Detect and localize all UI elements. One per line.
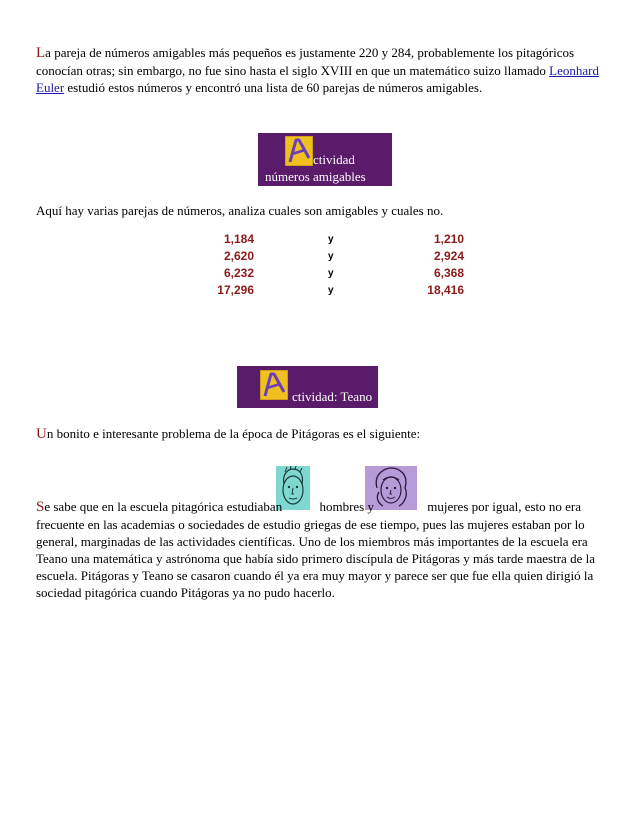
pair-sep: y — [328, 268, 334, 279]
teano-paragraph — [36, 498, 602, 601]
banner1-line2: números amigables — [265, 169, 366, 184]
activity-banner-teano[interactable] — [237, 366, 378, 408]
pair-b: 18,416 — [427, 283, 464, 297]
para2-text: n bonito e interesante problema de la época de Pitágoras es el siguiente: — [46, 426, 421, 441]
pair-a: 17,296 — [217, 283, 254, 297]
teano-intro-paragraph — [36, 425, 602, 443]
number-pairs-table — [0, 232, 638, 304]
banner2-line1: ctividad: Teano — [292, 389, 373, 404]
pair-sep: y — [328, 251, 334, 262]
drop-cap-u: U — [36, 426, 47, 442]
pair-sep: y — [328, 285, 334, 296]
para1-text-after: estudió estos números y encontró una lista de 60 parejas de números amigables. — [64, 80, 483, 95]
pair-sep: y — [328, 234, 334, 245]
para3-text-a: e sabe que en la escuela pitagórica estudiaban — [44, 499, 286, 514]
activity-banner-amigables[interactable] — [258, 133, 392, 186]
para3-text-c: mujeres por igual, esto no era frecuente en las academias o sociedades de estudio griegas de ese tiempo, pues las mujeres estaban por lo general, marginadas de las actividades científicas. Uno de los miembros más importantes de la escuela era Teano una matemática y astrónoma que había sido primero discípula de Pitágoras y más tarde maestra de la escuela. Pitágoras y Teano se casaron cuando él ya era muy mayor y parece ser que fue ella quien dirigió la sociedad pitagórica cuando Pitágoras ya no pudo hacerlo. — [36, 499, 595, 600]
euler-link[interactable]: Leonhard Euler — [36, 63, 599, 95]
pair-a: 6,232 — [223, 266, 254, 280]
pair-a: 2,620 — [223, 249, 254, 263]
pair-b: 6,368 — [433, 266, 464, 280]
para3-text-b: hombres y — [319, 499, 378, 514]
intro-text: Aquí hay varias parejas de números, analiza cuales son amigables y cuales no. — [36, 203, 444, 218]
banner1-line1: ctividad — [313, 152, 355, 167]
drop-cap-s: S — [36, 499, 45, 515]
activity-a-icon — [285, 136, 313, 166]
pair-b: 1,210 — [433, 232, 464, 246]
euler-paragraph — [36, 44, 602, 96]
pair-a: 1,184 — [223, 232, 254, 246]
drop-cap-l: L — [36, 45, 46, 61]
pair-b: 2,924 — [433, 249, 464, 263]
activity-a-icon — [260, 370, 288, 400]
para1-text-before: a pareja de números amigables más pequeños es justamente 220 y 284, probablemente los pitagóricos conocían otras; sin embargo, no fue sino hasta el siglo XVIII en que un matemático suizo llamado — [36, 45, 575, 78]
